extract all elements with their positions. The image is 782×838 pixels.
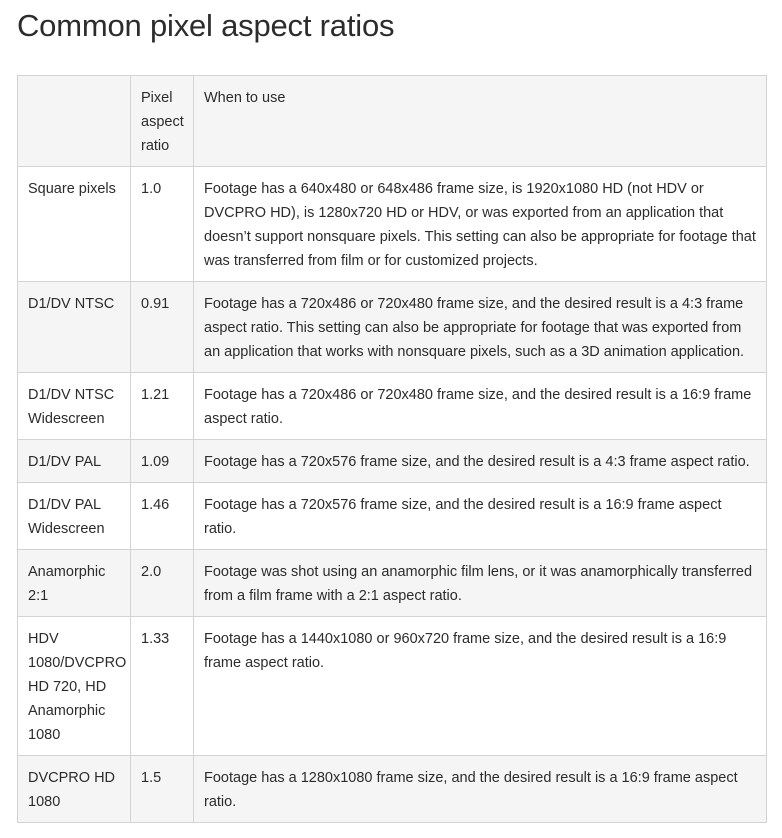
table-row <box>18 550 767 617</box>
row-usage-cell: Footage has a 640x480 or 648x486 frame size, is 1920x1080 HD (not HDV or DVCPRO HD), is 1280x720 HD or HDV, or was exported from an application that doesn’t support nonsquare pixels. This setting can also be appropriate for footage that was transferred from film or for customized projects. <box>194 167 767 282</box>
row-usage-cell: Footage has a 720x486 or 720x480 frame size, and the desired result is a 16:9 frame aspect ratio. <box>194 373 767 440</box>
table-row <box>18 617 767 756</box>
row-ratio-cell: 1.33 <box>131 617 194 756</box>
table-body <box>18 167 767 823</box>
row-ratio-cell: 1.09 <box>131 440 194 483</box>
header-cell-name <box>18 76 131 167</box>
row-usage-cell: Footage has a 720x576 frame size, and the desired result is a 16:9 frame aspect ratio. <box>194 483 767 550</box>
row-name-cell: D1/DV NTSC <box>18 282 131 373</box>
table-row <box>18 282 767 373</box>
row-name-cell: D1/DV NTSC Widescreen <box>18 373 131 440</box>
row-usage-cell: Footage has a 1280x1080 frame size, and the desired result is a 16:9 frame aspect ratio. <box>194 756 767 823</box>
row-usage-cell: Footage has a 1440x1080 or 960x720 frame size, and the desired result is a 16:9 frame aspect ratio. <box>194 617 767 756</box>
page-title: Common pixel aspect ratios <box>17 8 395 43</box>
table-row <box>18 373 767 440</box>
row-name-cell: DVCPRO HD 1080 <box>18 756 131 823</box>
table-row <box>18 756 767 823</box>
table-row <box>18 483 767 550</box>
row-ratio-cell: 1.5 <box>131 756 194 823</box>
row-name-cell: Square pixels <box>18 167 131 282</box>
header-row <box>18 76 767 167</box>
row-name-cell: HDV 1080/DVCPRO HD 720, HD Anamorphic 1080 <box>18 617 131 756</box>
row-usage-cell: Footage has a 720x576 frame size, and the desired result is a 4:3 frame aspect ratio. <box>194 440 767 483</box>
row-ratio-cell: 1.46 <box>131 483 194 550</box>
table-row <box>18 440 767 483</box>
row-ratio-cell: 1.0 <box>131 167 194 282</box>
table-row <box>18 167 767 282</box>
row-name-cell: D1/DV PAL Widescreen <box>18 483 131 550</box>
row-ratio-cell: 2.0 <box>131 550 194 617</box>
row-usage-cell: Footage has a 720x486 or 720x480 frame size, and the desired result is a 4:3 frame aspect ratio. This setting can also be appropriate for footage that was exported from an application that works with nonsquare pixels, such as a 3D animation application. <box>194 282 767 373</box>
row-usage-cell: Footage was shot using an anamorphic film lens, or it was anamorphically transferred from a film frame with a 2:1 aspect ratio. <box>194 550 767 617</box>
header-cell-usage: When to use <box>194 76 767 167</box>
table-header <box>18 76 767 167</box>
row-ratio-cell: 1.21 <box>131 373 194 440</box>
pixel-aspect-ratio-table <box>17 75 767 823</box>
row-ratio-cell: 0.91 <box>131 282 194 373</box>
header-cell-ratio: Pixel aspect ratio <box>131 76 194 167</box>
row-name-cell: D1/DV PAL <box>18 440 131 483</box>
row-name-cell: Anamorphic 2:1 <box>18 550 131 617</box>
